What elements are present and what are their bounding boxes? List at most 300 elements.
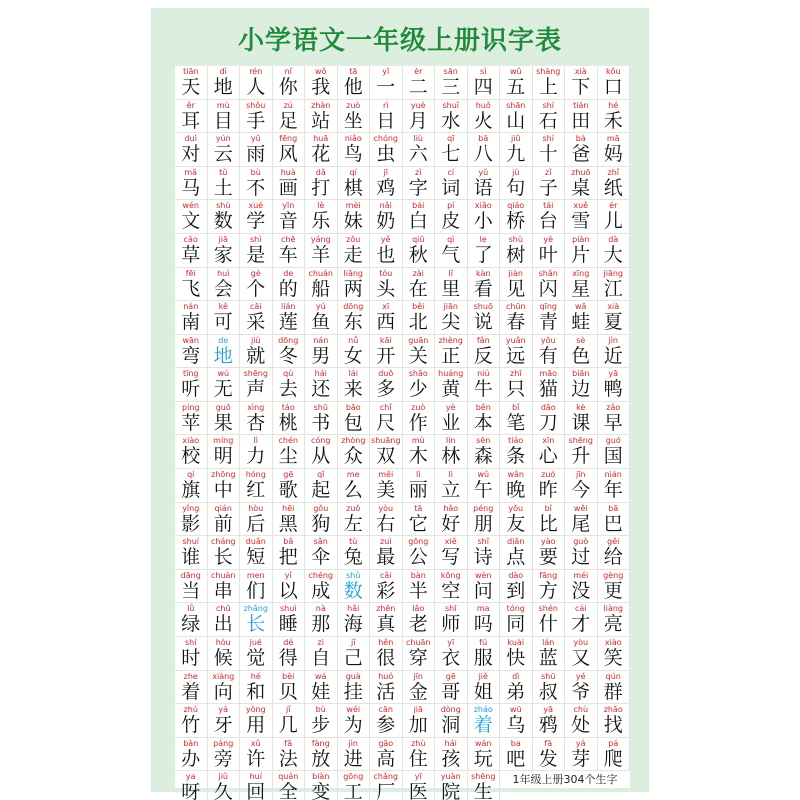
- hanzi-character: 蓝: [538, 647, 558, 670]
- hanzi-character: 三: [441, 76, 461, 98]
- char-cell: [403, 435, 436, 469]
- pinyin-label: wèn: [474, 570, 492, 580]
- hanzi-character: 叶: [538, 243, 558, 266]
- pinyin-label: nǎi: [379, 201, 392, 211]
- char-cell: [533, 402, 566, 436]
- char-cell: [305, 671, 338, 705]
- char-cell: [273, 603, 306, 637]
- pinyin-label: jǐ: [286, 705, 291, 715]
- hanzi-character: 看: [473, 277, 493, 300]
- char-cell: [208, 738, 241, 772]
- pinyin-label: shù: [508, 234, 523, 244]
- char-cell: [403, 771, 436, 800]
- char-cell: [468, 133, 501, 167]
- char-cell: [240, 503, 273, 537]
- pinyin-label: cái: [574, 604, 587, 614]
- char-cell: [598, 637, 631, 671]
- char-cell: [533, 503, 566, 537]
- char-cell: [208, 469, 241, 503]
- hanzi-character: 出: [213, 613, 233, 636]
- pinyin-label: qiū: [412, 234, 425, 244]
- pinyin-label: shān: [506, 100, 526, 110]
- char-cell: [500, 536, 533, 570]
- pinyin-label: mèi: [345, 201, 361, 211]
- char-cell: [468, 536, 501, 570]
- hanzi-character: 前: [213, 512, 233, 535]
- hanzi-character: 人: [246, 76, 266, 98]
- char-cell: [598, 133, 631, 167]
- char-cell: [565, 738, 598, 772]
- hanzi-character: 女: [343, 344, 363, 367]
- pinyin-label: huí: [249, 772, 262, 782]
- hanzi-character: 右: [376, 512, 396, 535]
- char-cell: [468, 771, 501, 800]
- hanzi-character: 服: [473, 647, 493, 670]
- pinyin-label: biàn: [312, 772, 330, 782]
- char-cell: [500, 66, 533, 100]
- hanzi-character: 什: [538, 613, 558, 636]
- char-cell: [565, 570, 598, 604]
- hanzi-character: 比: [538, 512, 558, 535]
- hanzi-character: 虫: [376, 143, 396, 166]
- pinyin-label: chóng: [373, 134, 398, 144]
- hanzi-character: 学: [246, 210, 266, 233]
- hanzi-character: 它: [408, 512, 428, 535]
- hanzi-character: 老: [408, 613, 428, 636]
- pinyin-label: bù: [250, 167, 261, 177]
- hanzi-character: 年: [603, 479, 623, 502]
- pinyin-label: yè: [445, 402, 456, 412]
- pinyin-label: hēi: [282, 503, 295, 513]
- char-cell: [565, 704, 598, 738]
- hanzi-character: 气: [441, 243, 461, 266]
- char-cell: [598, 671, 631, 705]
- char-cell: [370, 536, 403, 570]
- hanzi-character: 地: [213, 344, 233, 367]
- pinyin-label: fǎ: [284, 738, 293, 748]
- char-cell: [240, 402, 273, 436]
- pinyin-label: zháo: [473, 705, 493, 715]
- char-cell: [435, 133, 468, 167]
- char-cell: [403, 603, 436, 637]
- pinyin-label: zài: [412, 268, 424, 278]
- char-cell: [338, 704, 371, 738]
- pinyin-label: wú: [217, 369, 230, 379]
- pinyin-label: yǒu: [540, 335, 556, 345]
- char-cell: [565, 368, 598, 402]
- pinyin-label: men: [246, 570, 265, 580]
- char-cell: [175, 234, 208, 268]
- char-cell: [338, 771, 371, 800]
- char-cell: [403, 301, 436, 335]
- pinyin-label: shēng: [568, 436, 593, 446]
- char-cell: [273, 66, 306, 100]
- hanzi-character: 不: [246, 176, 266, 199]
- pinyin-label: qī: [447, 134, 455, 144]
- hanzi-character: 妈: [603, 143, 623, 166]
- pinyin-label: zhàn: [311, 100, 331, 110]
- char-cell: [500, 570, 533, 604]
- pinyin-label: dì: [512, 671, 520, 681]
- pinyin-label: hěn: [378, 638, 394, 648]
- pinyin-label: shū: [313, 402, 328, 412]
- pinyin-label: māo: [539, 369, 558, 379]
- pinyin-label: dào: [508, 570, 524, 580]
- pinyin-label: shēng: [471, 772, 496, 782]
- char-cell: [175, 402, 208, 436]
- pinyin-label: bàn: [183, 738, 199, 748]
- pinyin-label: jìn: [608, 335, 618, 345]
- pinyin-label: zhǐ: [607, 167, 619, 177]
- hanzi-character: 桃: [278, 411, 298, 434]
- pinyin-label: yǐng: [182, 503, 200, 513]
- pinyin-label: bǎ: [283, 537, 294, 547]
- hanzi-character: 五: [506, 76, 526, 98]
- char-cell: [468, 100, 501, 134]
- pinyin-label: bái: [412, 201, 425, 211]
- hanzi-character: 加: [408, 714, 428, 737]
- pinyin-label: yā: [608, 369, 619, 379]
- hanzi-character: 青: [538, 311, 558, 334]
- char-cell: [598, 738, 631, 772]
- pinyin-label: nán: [313, 335, 329, 345]
- char-cell: [403, 503, 436, 537]
- hanzi-character: 马: [181, 176, 201, 199]
- hanzi-character: 足: [278, 109, 298, 132]
- char-cell: [403, 66, 436, 100]
- hanzi-character: 许: [246, 747, 266, 770]
- pinyin-label: yī: [414, 772, 422, 782]
- char-cell: [403, 335, 436, 369]
- hanzi-character: 口: [603, 76, 623, 98]
- char-cell: [500, 704, 533, 738]
- pinyin-label: dōng: [343, 302, 364, 312]
- char-cell: [598, 704, 631, 738]
- pinyin-label: gē: [445, 671, 456, 681]
- char-cell: [273, 301, 306, 335]
- char-cell: [338, 368, 371, 402]
- pinyin-label: tái: [543, 201, 554, 211]
- char-cell: [370, 402, 403, 436]
- pinyin-label: dǎ: [315, 167, 326, 177]
- hanzi-character: 吧: [506, 747, 526, 770]
- char-cell: [468, 469, 501, 503]
- pinyin-label: zú: [283, 100, 293, 110]
- hanzi-character: 桥: [506, 210, 526, 233]
- pinyin-label: péng: [473, 503, 494, 513]
- pinyin-label: kàn: [476, 268, 491, 278]
- pinyin-label: xiào: [182, 436, 200, 446]
- hanzi-character: 刀: [538, 411, 558, 434]
- char-cell: [370, 738, 403, 772]
- char-cell: [565, 301, 598, 335]
- char-cell: [338, 435, 371, 469]
- char-cell: [565, 671, 598, 705]
- hanzi-character: 谁: [181, 546, 201, 569]
- hanzi-character: 把: [278, 546, 298, 569]
- pinyin-label: shī: [477, 537, 489, 547]
- char-cell: [240, 771, 273, 800]
- char-cell: [598, 503, 631, 537]
- hanzi-character: 一: [376, 76, 396, 98]
- hanzi-character: 音: [278, 210, 298, 233]
- char-cell: [273, 637, 306, 671]
- pinyin-label: tīng: [182, 369, 199, 379]
- char-cell: [565, 167, 598, 201]
- char-cell: [273, 771, 306, 800]
- char-cell: [403, 133, 436, 167]
- hanzi-character: 当: [181, 579, 201, 602]
- pinyin-label: chuán: [308, 268, 333, 278]
- pinyin-label: chuàn: [210, 570, 236, 580]
- char-cell: [565, 503, 598, 537]
- char-cell: [403, 234, 436, 268]
- pinyin-label: lán: [542, 638, 555, 648]
- hanzi-character: 关: [408, 344, 428, 367]
- pinyin-label: qián: [214, 503, 232, 513]
- hanzi-character: 有: [538, 344, 558, 367]
- hanzi-character: 鸦: [538, 714, 558, 737]
- char-cell: [370, 704, 403, 738]
- hanzi-character: 多: [376, 378, 396, 401]
- char-cell: [598, 200, 631, 234]
- pinyin-label: qīng: [539, 302, 557, 312]
- hanzi-character: 子: [538, 176, 558, 199]
- char-cell: [370, 603, 403, 637]
- char-cell: [208, 301, 241, 335]
- pinyin-label: chū: [215, 604, 231, 614]
- hanzi-character: 山: [506, 109, 526, 132]
- hanzi-character: 院: [441, 781, 461, 800]
- char-cell: [175, 100, 208, 134]
- char-cell: [208, 704, 241, 738]
- hanzi-character: 友: [506, 512, 526, 535]
- pinyin-label: yòu: [573, 638, 589, 648]
- char-cell: [208, 402, 241, 436]
- hanzi-character: 鸭: [603, 378, 623, 401]
- hanzi-character: 田: [571, 109, 591, 132]
- pinyin-label: jīn: [413, 671, 423, 681]
- hanzi-character: 几: [278, 714, 298, 737]
- char-cell: [338, 536, 371, 570]
- hanzi-character: 空: [441, 579, 461, 602]
- char-cell: [598, 469, 631, 503]
- char-cell: [305, 133, 338, 167]
- hanzi-character: 众: [343, 445, 363, 468]
- pinyin-label: wǒ: [315, 67, 327, 76]
- char-cell: [208, 268, 241, 302]
- pinyin-label: lín: [445, 436, 456, 446]
- hanzi-character: 也: [376, 243, 396, 266]
- hanzi-character: 尘: [278, 445, 298, 468]
- pinyin-label: yào: [540, 537, 556, 547]
- char-cell: [370, 133, 403, 167]
- pinyin-label: jīn: [575, 470, 586, 480]
- hanzi-character: 亮: [603, 613, 623, 636]
- pinyin-label: fàng: [311, 738, 330, 748]
- pinyin-label: hóng: [245, 470, 266, 480]
- hanzi-character: 觉: [246, 647, 266, 670]
- hanzi-character: 妹: [343, 210, 363, 233]
- char-cell: [533, 301, 566, 335]
- pinyin-label: jìn: [348, 738, 358, 748]
- char-cell: [500, 335, 533, 369]
- pinyin-label: yǒu: [508, 503, 524, 513]
- hanzi-character: 国: [603, 445, 623, 468]
- pinyin-label: dāng: [180, 570, 201, 580]
- hanzi-character: 弟: [506, 680, 526, 703]
- hanzi-character: 美: [376, 479, 396, 502]
- char-cell: [468, 368, 501, 402]
- hanzi-character: 对: [181, 143, 201, 166]
- char-cell: [305, 167, 338, 201]
- char-cell: [533, 435, 566, 469]
- char-cell: [240, 66, 273, 100]
- pinyin-label: sè: [576, 335, 586, 345]
- pinyin-label: tóng: [506, 604, 525, 614]
- char-cell: [435, 503, 468, 537]
- pinyin-label: qì: [447, 234, 455, 244]
- hanzi-character: 起: [311, 479, 331, 502]
- char-cell: [273, 536, 306, 570]
- pinyin-label: hái: [314, 369, 327, 379]
- hanzi-character: 挂: [343, 680, 363, 703]
- pinyin-label: mā: [606, 134, 620, 144]
- hanzi-character: 爬: [603, 747, 623, 770]
- char-cell: [500, 637, 533, 671]
- pinyin-label: xǔ: [250, 738, 261, 748]
- char-cell: [175, 268, 208, 302]
- hanzi-character: 上: [538, 76, 558, 98]
- hanzi-character: 活: [376, 680, 396, 703]
- pinyin-label: yuàn: [440, 772, 461, 782]
- char-cell: [468, 234, 501, 268]
- hanzi-character: 走: [343, 243, 363, 266]
- char-cell: [305, 435, 338, 469]
- pinyin-label: lián: [281, 302, 296, 312]
- pinyin-label: jiě: [478, 671, 488, 681]
- char-cell: [338, 133, 371, 167]
- hanzi-character: 纸: [603, 176, 623, 199]
- char-cell: [533, 368, 566, 402]
- footer-note: 1年级上册304个生字: [512, 773, 618, 786]
- hanzi-character: 那: [311, 613, 331, 636]
- char-cell: [468, 66, 501, 100]
- char-cell: [468, 435, 501, 469]
- pinyin-label: ma: [476, 604, 490, 614]
- hanzi-character: 土: [213, 176, 233, 199]
- hanzi-character: 奶: [376, 210, 396, 233]
- char-cell: [598, 66, 631, 100]
- char-cell: [435, 671, 468, 705]
- pinyin-label: zǎo: [606, 402, 621, 412]
- hanzi-character: 来: [343, 378, 363, 401]
- pinyin-label: nǚ: [348, 335, 359, 345]
- char-cell: [240, 200, 273, 234]
- pinyin-label: duō: [378, 369, 394, 379]
- pinyin-label: shàng: [536, 67, 561, 76]
- pinyin-label: cǎo: [183, 234, 198, 244]
- pinyin-label: yè: [543, 234, 554, 244]
- pinyin-label: xiǎo: [474, 201, 492, 211]
- pinyin-label: de: [283, 268, 294, 278]
- char-cell: [565, 402, 598, 436]
- pinyin-label: wǎn: [507, 470, 524, 480]
- char-cell: [240, 536, 273, 570]
- pinyin-label: zhú: [183, 705, 198, 715]
- pinyin-label: qí: [349, 167, 357, 177]
- char-cell: [468, 671, 501, 705]
- pinyin-label: zì: [317, 638, 324, 648]
- char-cell: [305, 469, 338, 503]
- pinyin-label: nán: [183, 302, 199, 312]
- hanzi-character: 业: [441, 411, 461, 434]
- hanzi-character: 着: [181, 680, 201, 703]
- char-cell: [305, 335, 338, 369]
- hanzi-character: 用: [246, 714, 266, 737]
- hanzi-character: 莲: [278, 311, 298, 334]
- char-cell: [533, 671, 566, 705]
- char-cell: [533, 268, 566, 302]
- pinyin-label: yáng: [310, 234, 331, 244]
- char-cell: [435, 268, 468, 302]
- hanzi-character: 候: [213, 647, 233, 670]
- hanzi-character: 乐: [311, 210, 331, 233]
- char-cell: [273, 503, 306, 537]
- pinyin-label: bǐ: [544, 503, 552, 513]
- char-cell: [175, 671, 208, 705]
- hanzi-character: 短: [246, 546, 266, 569]
- char-cell: [370, 200, 403, 234]
- char-cell: [273, 469, 306, 503]
- char-cell: [208, 435, 241, 469]
- char-cell: [370, 234, 403, 268]
- pinyin-label: bā: [608, 503, 619, 513]
- hanzi-character: 双: [376, 445, 396, 468]
- page-title: 小学语文一年级上册识字表: [237, 26, 562, 56]
- hanzi-character: 雪: [571, 210, 591, 233]
- pinyin-label: hǎi: [347, 604, 360, 614]
- char-cell: [435, 435, 468, 469]
- pinyin-label: tóu: [379, 268, 393, 278]
- pinyin-label: kè: [576, 402, 586, 412]
- hanzi-character: 说: [473, 311, 493, 334]
- char-cell: [598, 402, 631, 436]
- hanzi-character: 闪: [538, 277, 558, 300]
- char-cell: [240, 133, 273, 167]
- pinyin-label: shí: [542, 100, 554, 110]
- hanzi-character: 林: [441, 445, 461, 468]
- char-cell: [338, 671, 371, 705]
- char-cell: [338, 570, 371, 604]
- hanzi-character: 作: [408, 411, 428, 434]
- hanzi-character: 群: [603, 680, 623, 703]
- pinyin-label: dé: [283, 638, 294, 648]
- char-cell: [370, 100, 403, 134]
- pinyin-label: shū: [541, 671, 556, 681]
- pinyin-label: wǔ: [509, 67, 522, 76]
- pinyin-label: wá: [315, 671, 327, 681]
- hanzi-character: 无: [213, 378, 233, 401]
- pinyin-label: guǒ: [215, 402, 231, 412]
- hanzi-character: 夏: [603, 311, 623, 334]
- char-cell: [273, 738, 306, 772]
- hanzi-character: 给: [603, 546, 623, 569]
- char-cell: [435, 335, 468, 369]
- hanzi-character: 听: [181, 378, 201, 401]
- pinyin-label: cǎi: [379, 570, 392, 580]
- hanzi-character: 彩: [376, 579, 396, 602]
